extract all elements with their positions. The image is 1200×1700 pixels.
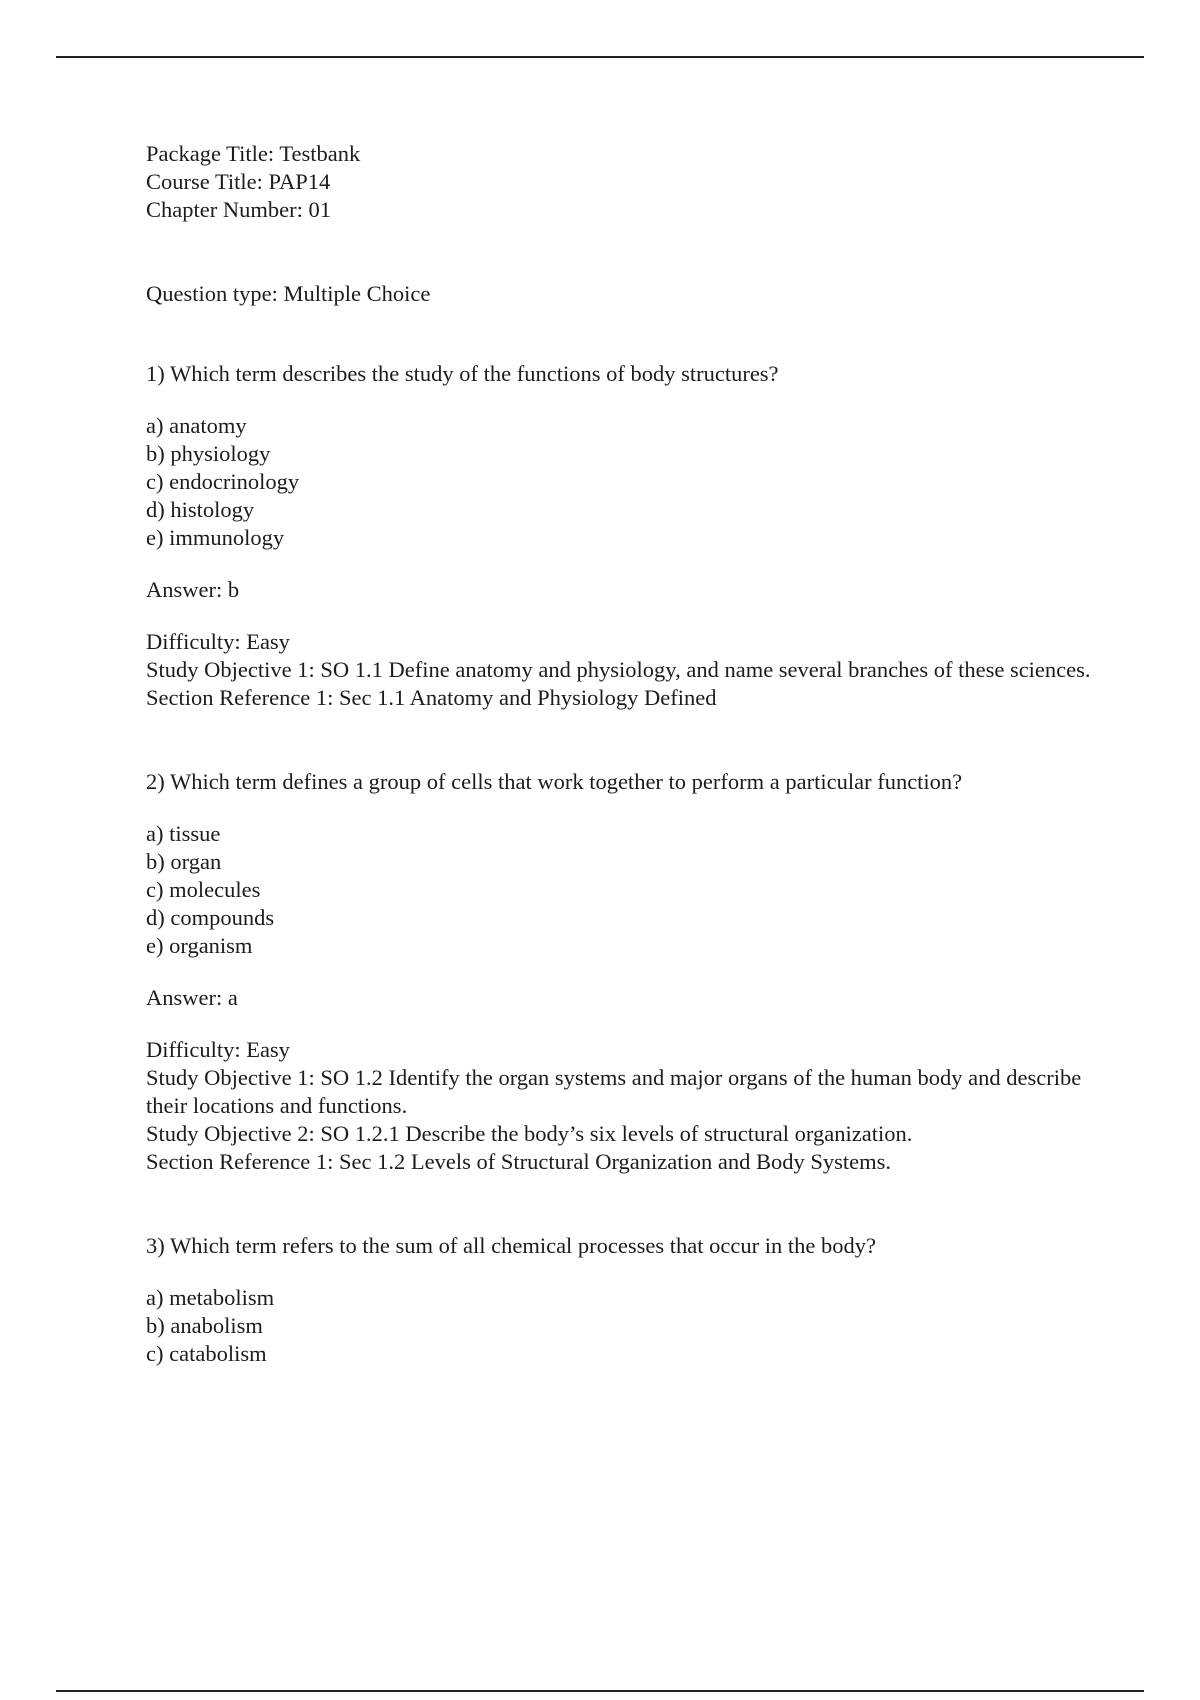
option-c: c) endocrinology [146, 469, 300, 494]
study-objective-1: Study Objective 1: SO 1.2 Identify the organ systems and major organs of the human body and describe their locations and functions. [146, 1065, 1082, 1118]
difficulty: Difficulty: Easy [146, 1037, 290, 1062]
question-stem: 1) Which term describes the study of the functions of body structures? [146, 361, 779, 386]
question-2 [146, 768, 1096, 1176]
option-d: d) histology [146, 497, 255, 522]
option-a: a) metabolism [146, 1285, 275, 1310]
answer: Answer: a [146, 985, 238, 1010]
question-3 [146, 1232, 1096, 1368]
chapter-number: Chapter Number: 01 [146, 197, 331, 222]
answer: Answer: b [146, 577, 240, 602]
question-stem: 2) Which term defines a group of cells that work together to perform a particular function? [146, 769, 963, 794]
question-type: Question type: Multiple Choice [146, 281, 431, 306]
document-body [146, 140, 1096, 1368]
difficulty: Difficulty: Easy [146, 629, 290, 654]
top-rule [56, 56, 1144, 58]
option-b: b) organ [146, 849, 222, 874]
option-b: b) anabolism [146, 1313, 263, 1338]
option-b: b) physiology [146, 441, 271, 466]
question-1 [146, 360, 1096, 712]
option-d: d) compounds [146, 905, 275, 930]
option-e: e) organism [146, 933, 253, 958]
section-reference-1: Section Reference 1: Sec 1.1 Anatomy and Physiology Defined [146, 685, 717, 710]
question-stem: 3) Which term refers to the sum of all chemical processes that occur in the body? [146, 1233, 876, 1258]
option-e: e) immunology [146, 525, 285, 550]
bottom-rule [56, 1690, 1144, 1692]
option-c: c) catabolism [146, 1341, 267, 1366]
section-reference-1: Section Reference 1: Sec 1.2 Levels of Structural Organization and Body Systems. [146, 1149, 892, 1174]
study-objective-2: Study Objective 2: SO 1.2.1 Describe the body’s six levels of structural organization. [146, 1121, 913, 1146]
study-objective-1: Study Objective 1: SO 1.1 Define anatomy and physiology, and name several branches of these sciences. [146, 657, 1091, 682]
package-title: Package Title: Testbank [146, 141, 361, 166]
course-title: Course Title: PAP14 [146, 169, 331, 194]
option-a: a) tissue [146, 821, 221, 846]
option-a: a) anatomy [146, 413, 247, 438]
option-c: c) molecules [146, 877, 261, 902]
